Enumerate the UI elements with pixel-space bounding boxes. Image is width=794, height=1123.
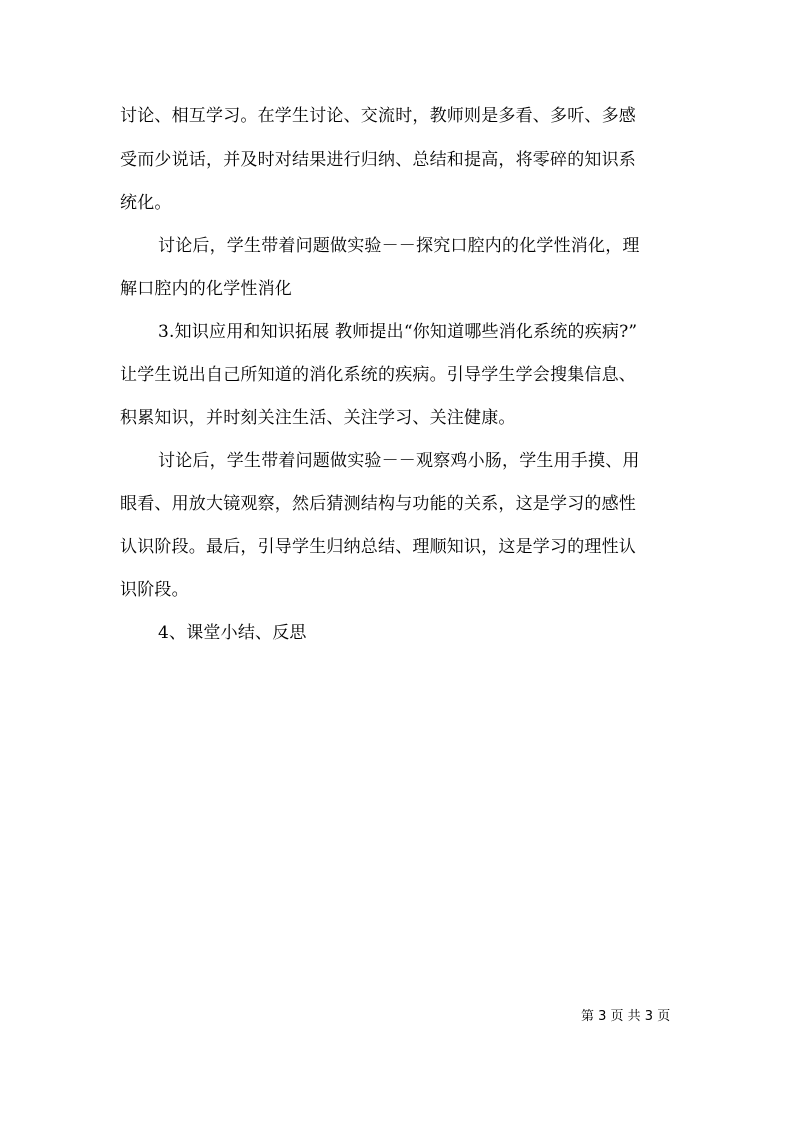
paragraph-3-line-3: 积累知识，并时刻关注生活、关注学习、关注健康。 (120, 408, 516, 428)
paragraph-1-line-1: 讨论、相互学习。在学生讨论、交流时，教师则是多看、多听、多感 (120, 106, 636, 126)
paragraph-4-line-3: 认识阶段。最后，引导学生归纳总结、理顺知识，这是学习的理性认 (120, 537, 636, 557)
paragraph-5-line-1: 4、课堂小结、反思 (158, 623, 307, 643)
paragraph-2-line-2: 解口腔内的化学性消化 (120, 279, 292, 299)
paragraph-2-line-1: 讨论后，学生带着问题做实验－－探究口腔内的化学性消化，理 (158, 236, 640, 256)
paragraph-4-line-2: 眼看、用放大镜观察，然后猜测结构与功能的关系，这是学习的感性 (120, 494, 636, 514)
paragraph-4-line-4: 识阶段。 (120, 580, 189, 600)
paragraph-3-line-1: 3.知识应用和知识拓展 教师提出“你知道哪些消化系统的疾病?” (158, 322, 638, 342)
paragraph-1-line-2: 受而少说话，并及时对结果进行归纳、总结和提高，将零碎的知识系 (120, 150, 636, 170)
page-number-footer: 第 3 页 共 3 页 (581, 1009, 671, 1024)
paragraph-1-line-3: 统化。 (120, 193, 172, 213)
paragraph-3-line-2: 让学生说出自己所知道的消化系统的疾病。引导学生学会搜集信息、 (120, 365, 636, 385)
paragraph-4-line-1: 讨论后，学生带着问题做实验－－观察鸡小肠，学生用手摸、用 (158, 451, 640, 471)
